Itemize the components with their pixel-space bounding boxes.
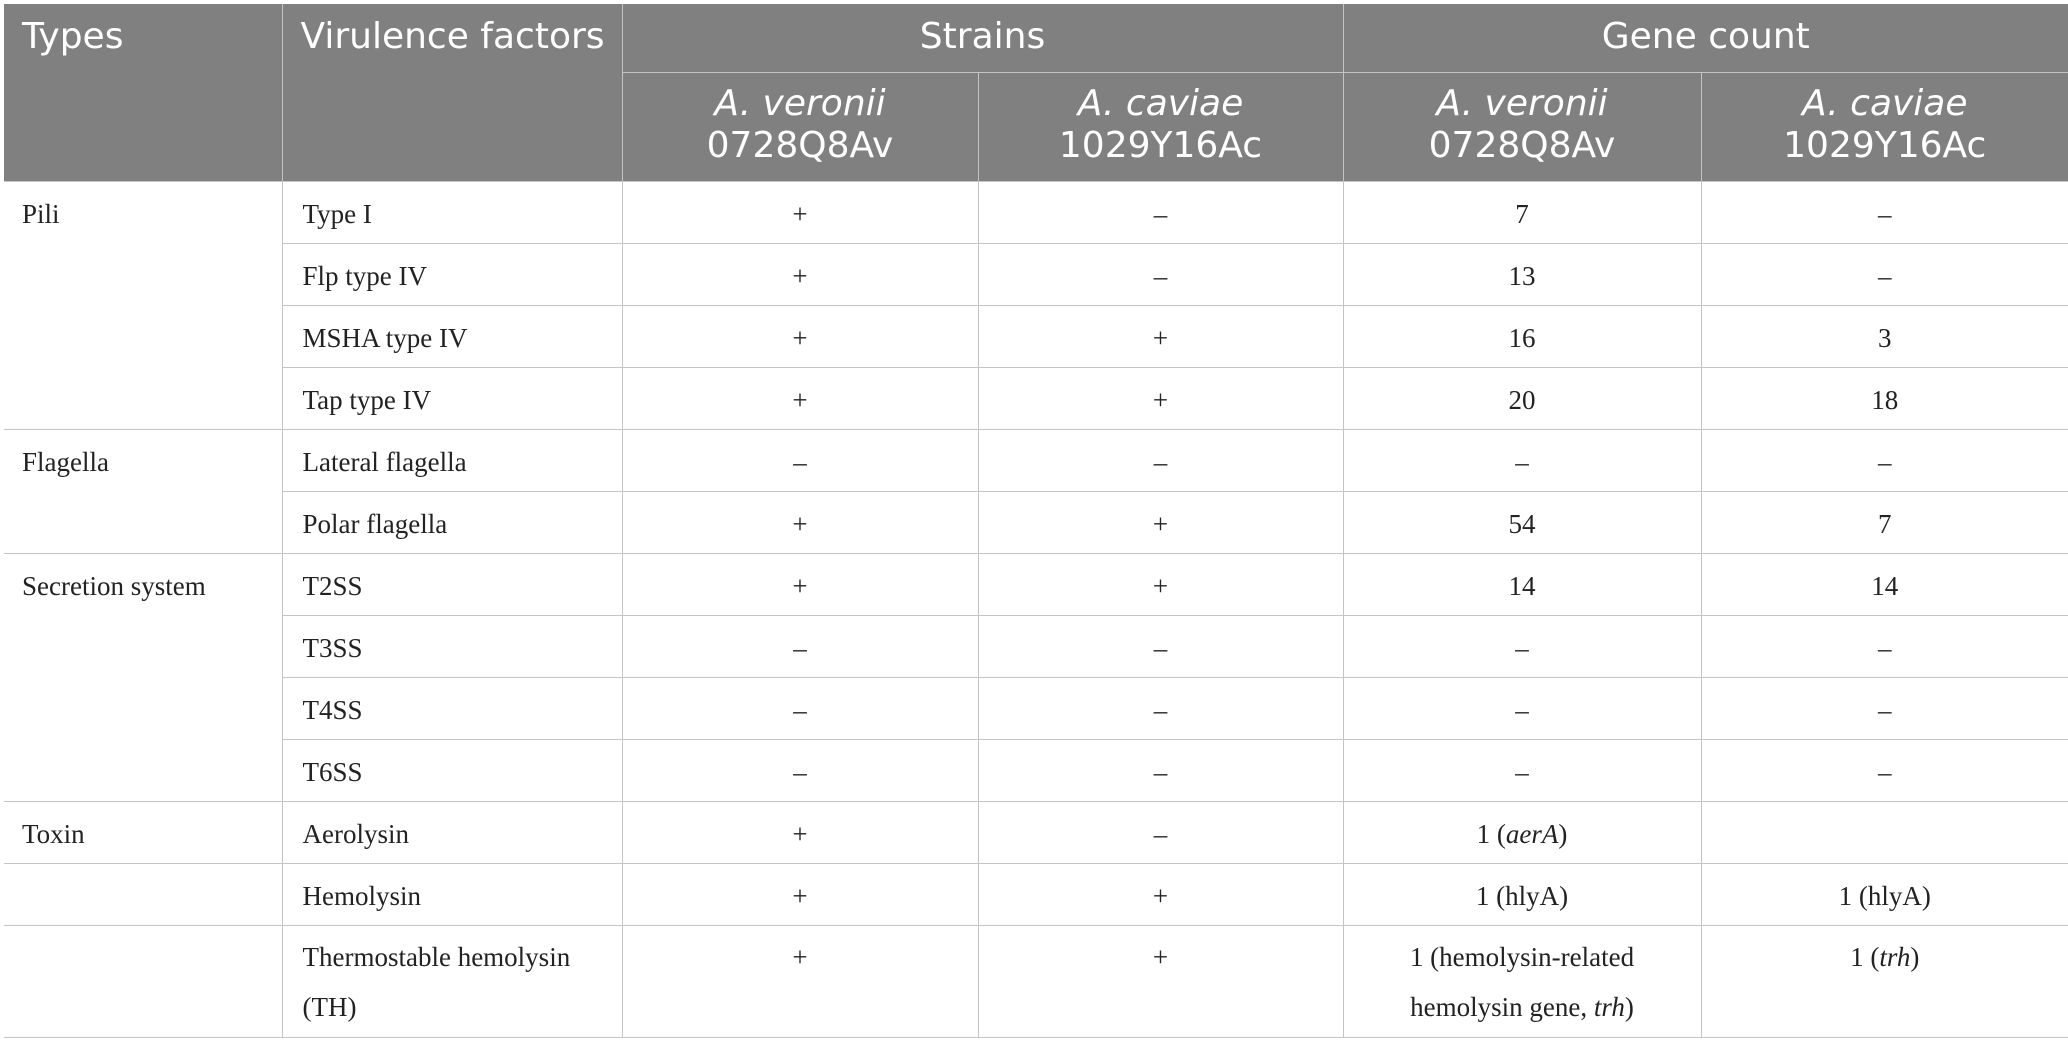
group-flagella: Flagella: [4, 429, 282, 553]
factor-line: Thermostable hemolysin: [302, 941, 571, 972]
factor-cell: Polar flagella: [282, 491, 622, 553]
strain-av-cell: –: [622, 615, 978, 677]
count-ac-cell: [1701, 801, 2068, 863]
count-av-cell: 7: [1343, 181, 1701, 243]
gene-name: aerA: [1505, 818, 1559, 849]
strain-av-cell: +: [622, 553, 978, 615]
strain-ac-cell: +: [978, 491, 1343, 553]
strain-ac-cell: –: [978, 615, 1343, 677]
header-types: Types: [4, 4, 282, 181]
count-text: 1 (hemolysin-related: [1409, 941, 1635, 972]
strain-ac-cell: –: [978, 739, 1343, 801]
header-strain-av: [622, 72, 978, 181]
table-row: [4, 305, 2068, 367]
factor-cell: Aerolysin: [282, 801, 622, 863]
strain-ac-cell: +: [978, 553, 1343, 615]
count-av-cell: –: [1343, 429, 1701, 491]
header-count-ac: [1701, 72, 2068, 181]
strain-av-cell: –: [622, 429, 978, 491]
group-empty: [4, 925, 282, 1037]
count-av-cell: [1343, 801, 1701, 863]
count-av-cell: –: [1343, 739, 1701, 801]
count-av-cell: –: [1343, 615, 1701, 677]
count-av-cell: 54: [1343, 491, 1701, 553]
count-av-cell: 16: [1343, 305, 1701, 367]
count-av-cell: [1343, 925, 1701, 1037]
strain-id: 1029Y16Ac: [1058, 124, 1263, 166]
factor-cell: Type I: [282, 181, 622, 243]
count-av-cell: 13: [1343, 243, 1701, 305]
strain-ac-cell: –: [978, 429, 1343, 491]
species-name: A. veronii: [1436, 82, 1608, 124]
header-strains: Strains: [622, 4, 1343, 72]
gene-name: trh: [1879, 941, 1911, 972]
strain-av-cell: +: [622, 181, 978, 243]
group-toxin: Toxin: [4, 801, 282, 863]
table-row: [4, 181, 2068, 243]
factor-cell: T3SS: [282, 615, 622, 677]
header-gene-count: Gene count: [1343, 4, 2068, 72]
strain-av-cell: –: [622, 677, 978, 739]
strain-ac-cell: –: [978, 677, 1343, 739]
table-row: [4, 429, 2068, 491]
count-ac-cell: [1701, 925, 2068, 1037]
count-text: 1 (: [1476, 818, 1506, 849]
strain-ac-cell: +: [978, 367, 1343, 429]
table-header: [4, 4, 2068, 181]
table-body: [4, 181, 2068, 1037]
group-empty: [4, 863, 282, 925]
count-ac-cell: –: [1701, 181, 2068, 243]
count-text: 1 (: [1850, 941, 1880, 972]
count-text: hemolysin gene,: [1410, 991, 1594, 1022]
factor-cell: Tap type IV: [282, 367, 622, 429]
virulence-factors-table: [4, 4, 2068, 1038]
strain-id: 0728Q8Av: [706, 124, 894, 166]
strain-av-cell: +: [622, 801, 978, 863]
count-ac-cell: –: [1701, 739, 2068, 801]
strain-ac-cell: +: [978, 925, 1343, 1037]
species-name: A. caviae: [1077, 82, 1244, 124]
strain-id: 1029Y16Ac: [1783, 124, 1987, 166]
factor-cell: Hemolysin: [282, 863, 622, 925]
header-strain-ac: [978, 72, 1343, 181]
count-text: ): [1910, 941, 1920, 972]
factor-cell: Flp type IV: [282, 243, 622, 305]
group-pili: Pili: [4, 181, 282, 429]
count-ac-cell: 1 (hlyA): [1701, 863, 2068, 925]
table-row: [4, 863, 2068, 925]
factor-cell: T4SS: [282, 677, 622, 739]
count-av-cell: 1 (hlyA): [1343, 863, 1701, 925]
strain-av-cell: +: [622, 367, 978, 429]
count-ac-cell: –: [1701, 243, 2068, 305]
strain-ac-cell: +: [978, 863, 1343, 925]
factor-cell: T2SS: [282, 553, 622, 615]
table-row: [4, 491, 2068, 553]
strain-ac-cell: –: [978, 243, 1343, 305]
species-name: A. veronii: [714, 82, 886, 124]
strain-av-cell: –: [622, 739, 978, 801]
strain-av-cell: +: [622, 925, 978, 1037]
strain-av-cell: +: [622, 491, 978, 553]
count-ac-cell: 7: [1701, 491, 2068, 553]
factor-cell: T6SS: [282, 739, 622, 801]
strain-av-cell: +: [622, 305, 978, 367]
count-ac-cell: 3: [1701, 305, 2068, 367]
strain-av-cell: +: [622, 863, 978, 925]
table-row: [4, 677, 2068, 739]
factor-line: (TH): [302, 991, 357, 1022]
factor-cell: MSHA type IV: [282, 305, 622, 367]
count-text: ): [1558, 818, 1568, 849]
count-text: ): [1624, 991, 1634, 1022]
strain-ac-cell: +: [978, 305, 1343, 367]
table-row: [4, 243, 2068, 305]
strain-ac-cell: –: [978, 181, 1343, 243]
table-row: [4, 553, 2068, 615]
count-ac-cell: 18: [1701, 367, 2068, 429]
count-av-cell: –: [1343, 677, 1701, 739]
strain-av-cell: +: [622, 243, 978, 305]
count-av-cell: 14: [1343, 553, 1701, 615]
table-row: [4, 615, 2068, 677]
header-count-av: [1343, 72, 1701, 181]
table-row: [4, 801, 2068, 863]
header-row-1: [4, 4, 2068, 72]
count-ac-cell: 14: [1701, 553, 2068, 615]
gene-name: trh: [1593, 991, 1625, 1022]
factor-cell: Lateral flagella: [282, 429, 622, 491]
species-name: A. caviae: [1801, 82, 1968, 124]
factor-cell: [282, 925, 622, 1037]
group-secretion-system: Secretion system: [4, 553, 282, 801]
strain-id: 0728Q8Av: [1428, 124, 1616, 166]
count-av-cell: 20: [1343, 367, 1701, 429]
count-ac-cell: –: [1701, 429, 2068, 491]
table-row: [4, 925, 2068, 1037]
table-row: [4, 739, 2068, 801]
strain-ac-cell: –: [978, 801, 1343, 863]
count-ac-cell: –: [1701, 677, 2068, 739]
table-row: [4, 367, 2068, 429]
count-ac-cell: –: [1701, 615, 2068, 677]
header-virulence-factors: Virulence factors: [282, 4, 622, 181]
